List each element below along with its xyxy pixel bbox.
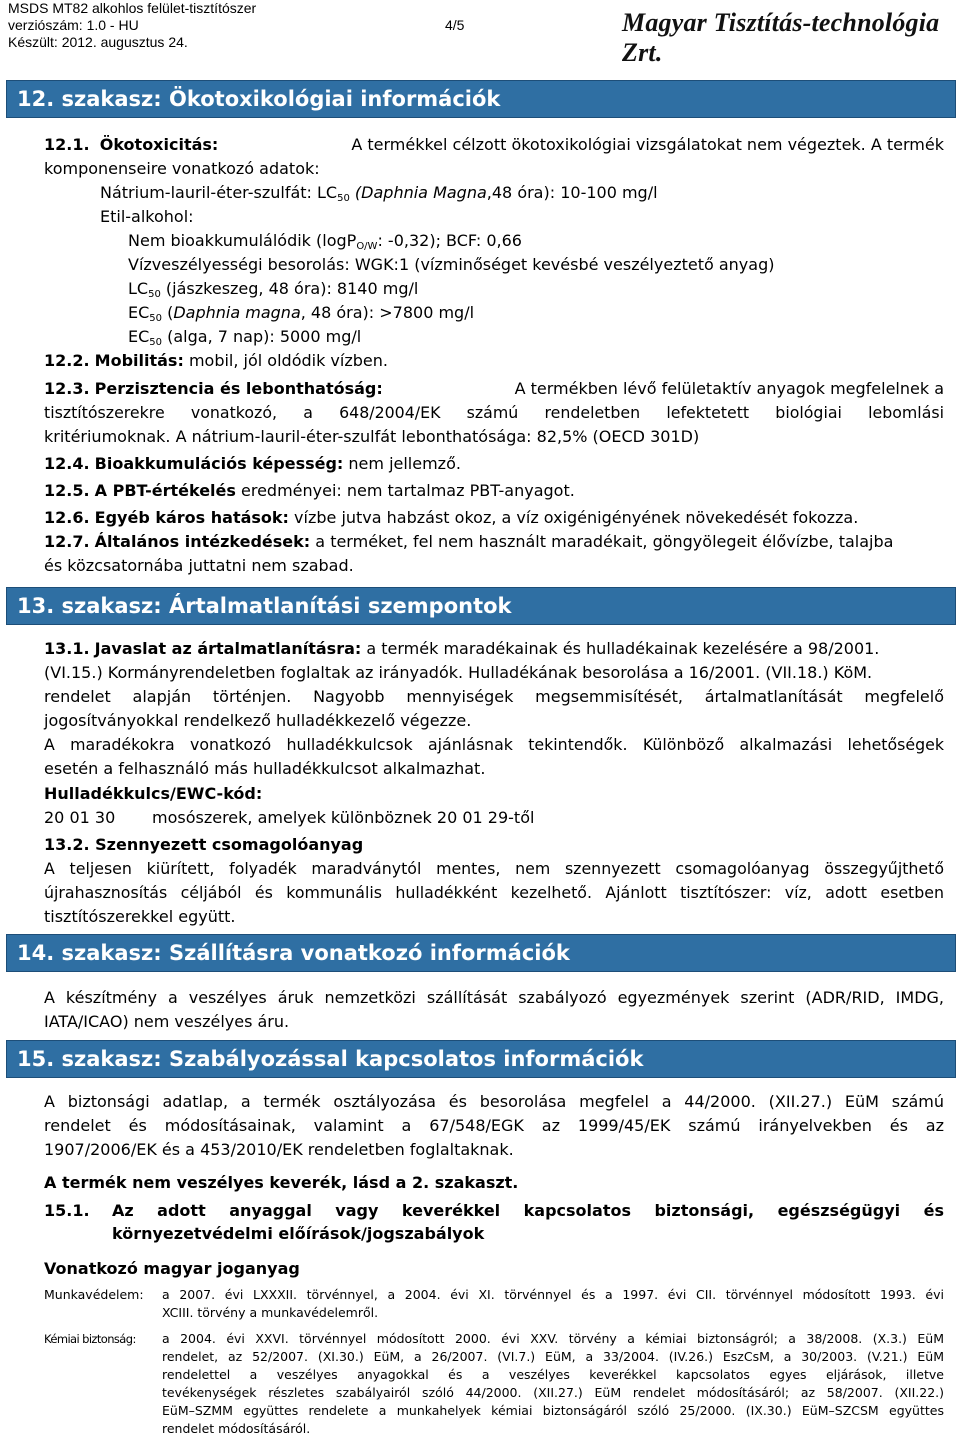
- section-13-header: [6, 587, 956, 625]
- kb-line5: EüM–SZMM együttes rendelete a munkahelyek kémiai biztonságáról szóló 25/2000. (IX.30.) EüM–SZCSM együttes: [162, 1403, 944, 1418]
- ewc-code: 20 01 30: [44, 808, 116, 827]
- section-12-title: 12. szakasz: Ökotoxikológiai információk: [17, 87, 501, 111]
- s121-line2: komponenseire vonatkozó adatok:: [44, 159, 320, 178]
- ec2-line: [128, 325, 361, 349]
- s131-label: Javaslat az ártalmatlanításra:: [94, 639, 362, 658]
- kb-line3: rendelettel a veszélyes anyagokkal és a veszélyes keverékkel kapcsolatos egyes eljárások, illetve: [162, 1367, 944, 1382]
- section-15-title: 15. szakasz: Szabályozással kapcsolatos információk: [17, 1047, 644, 1071]
- s131-line5: A maradékokra vonatkozó hulladékkulcsok ajánlásnak tekintendők. Különböző alkalmazási lehetőségek: [44, 735, 944, 754]
- s125-label: A PBT-értékelés: [94, 481, 236, 500]
- s131-line4: jogosítványokkal rendelkező hulladékkezelő végezze.: [44, 711, 472, 730]
- sls-line: [100, 181, 658, 205]
- header-version: verziószám: 1.0 - HU: [8, 17, 139, 33]
- kb-label: Kémiai biztonság:: [44, 1332, 136, 1346]
- s124-label: Bioakkumulációs képesség:: [94, 454, 344, 473]
- header-page-number: 4/5: [445, 17, 465, 33]
- s131-line6: esetén a felhasználó más hulladékkulcsot alkalmazhat.: [44, 759, 486, 778]
- lc-b: (jászkeszeg, 48 óra): 8140 mg/l: [165, 279, 419, 298]
- ec1-c: , 48 óra): >7800 mg/l: [300, 303, 475, 322]
- s124-text: nem jellemző.: [348, 454, 461, 473]
- ec1-b: (: [167, 303, 174, 322]
- s131-line2: (VI.15.) Kormányrendeletben foglaltak az irányadók. Hulladékának besorolása a 16/2001. (VII.18.) KöM.: [44, 663, 873, 682]
- mv-line1: a 2007. évi LXXXII. törvénnyel, a 2004. évi XI. törvénnyel és a 1997. évi CII. törvénnyel módosított 1993. évi: [162, 1287, 944, 1302]
- s151-num: 15.1.: [44, 1201, 90, 1220]
- ewc-label: Hulladékkulcs/EWC-kód:: [44, 784, 263, 803]
- ec1-i: Daphnia magna: [173, 303, 301, 322]
- ec2-sub: 50: [149, 337, 163, 348]
- s123-line2: tisztítószerekre vonatkozó, a 648/2004/EK számú rendeletben lefektetett biológiai lebomlási: [44, 403, 944, 422]
- s131-line3: rendelet alapján történjen. Nagyobb mennyiségek megsemmisítését, ártalmatlanítását megfelelő: [44, 687, 944, 706]
- s124-num: 12.4.: [44, 454, 90, 473]
- s132-line3: tisztítószerekkel együtt.: [44, 907, 236, 926]
- ec2-a: EC: [128, 327, 150, 346]
- s122-num: 12.2.: [44, 351, 90, 370]
- s131-l1: a termék maradékainak és hulladékainak kezelésére a 98/2001.: [366, 639, 880, 658]
- s127-label: Általános intézkedések:: [94, 532, 311, 551]
- s122-line: [44, 349, 388, 373]
- s132-line1: A teljesen kiürített, folyadék maradványtól mentes, nem szennyezett csomagolóanyag összegyűjthető: [44, 859, 944, 878]
- lc-line: [128, 277, 418, 301]
- s132-line2: újrahasznosítás céljából és kommunális hulladékként kezelhető. Ajánlott tisztítószer: víz, adott esetben: [44, 883, 944, 902]
- s132-num: 13.2.: [44, 835, 90, 854]
- s121-line1: [44, 133, 944, 157]
- s122-label: Mobilitás:: [94, 351, 184, 370]
- s125-text: eredményei: nem tartalmaz PBT-anyagot.: [241, 481, 575, 500]
- lc-a: LC: [128, 279, 149, 298]
- s125-line: [44, 479, 575, 503]
- s131-line1: [44, 637, 879, 661]
- s125-num: 12.5.: [44, 481, 90, 500]
- s127-l1: a terméket, fel nem használt maradékait, göngyölegeit élővízbe, talajba: [315, 532, 894, 551]
- s131-num: 13.1.: [44, 639, 90, 658]
- wgk-line: Vízveszélyességi besorolás: WGK:1 (vízminőséget kevésbé veszélyeztető anyag): [128, 255, 775, 274]
- bio-a: Nem bioakkumulálódik (logP: [128, 231, 357, 250]
- kb-line4: tevékenységek részletes szabályairól szóló 44/2000. (XII.27.) EüM rendelet módosításáról; az 58/2007. (XII.22.): [162, 1385, 944, 1400]
- s126-label: Egyéb káros hatások:: [94, 508, 289, 527]
- mv-line2: XCIII. törvény a munkavédelemről.: [162, 1305, 379, 1320]
- s123-line3: kritériumoknak. A nátrium-lauril-éter-szulfát lebonthatósága: 82,5% (OECD 301D): [44, 427, 700, 446]
- s15-line3: 1907/2006/EK és a 453/2010/EK rendeletben foglaltaknak.: [44, 1140, 514, 1159]
- bio-line: [128, 229, 522, 253]
- section-12-header: [6, 80, 956, 118]
- sls-c: ,48 óra): 10-100 mg/l: [486, 183, 658, 202]
- bio-b: : -0,32); BCF: 0,66: [377, 231, 522, 250]
- header-product: MSDS MT82 alkohlos felület-tisztítószer: [8, 0, 257, 16]
- kb-line2: rendelet, az 52/2007. (XI.30.) EüM, a 26/2007. (VI.7.) EüM, a 33/2004. (IV.26.) EszCsM, a 30/2003. (V.21.) EüM: [162, 1349, 944, 1364]
- s127-line2: és közcsatornába juttatni nem szabad.: [44, 556, 354, 575]
- section-15-header: [6, 1040, 956, 1078]
- s14-line1: A készítmény a veszélyes áruk nemzetközi szállítását szabályozó egyezmények szerint (ADR/RID, IMDG,: [44, 988, 944, 1007]
- s132-heading: [44, 833, 363, 857]
- s126-line: [44, 506, 858, 530]
- etil-line: Etil-alkohol:: [100, 207, 194, 226]
- s126-text: vízbe jutva habzást okoz, a víz oxigénigényének növekedését fokozza.: [294, 508, 859, 527]
- s124-line: [44, 452, 461, 476]
- s122-text: mobil, jól oldódik vízben.: [188, 351, 388, 370]
- s15-bold-note: A termék nem veszélyes keverék, lásd a 2. szakaszt.: [44, 1173, 519, 1192]
- ec2-b: (alga, 7 nap): 5000 mg/l: [167, 327, 362, 346]
- s132-label: Szennyezett csomagolóanyag: [95, 835, 364, 854]
- s127-line1: [44, 530, 893, 554]
- sls-b: (Daphnia Magna: [354, 183, 487, 202]
- s121-text1: A termékkel célzott ökotoxikológiai vizsgálatokat nem végeztek. A termék: [351, 135, 944, 154]
- company-logo: Magyar Tisztítás-technológia Zrt.: [622, 8, 940, 67]
- kb-line1: a 2004. évi XXVI. törvénnyel módosított 2000. évi XXV. törvény a kémiai biztonságról; a 38/2008. (X.3.) EüM: [162, 1331, 944, 1346]
- s15-line2: rendelet és módosításainak, valamint a 67/548/EGK az 1999/45/EK számú irányelvekben és az: [44, 1116, 944, 1135]
- s121-label: Ökotoxicitás:: [99, 135, 219, 154]
- vmj-heading: Vonatkozó magyar joganyag: [44, 1259, 300, 1278]
- ec1-line: [128, 301, 474, 325]
- sls-a: Nátrium-lauril-éter-szulfát: LC: [100, 183, 338, 202]
- section-14-title: 14. szakasz: Szállításra vonatkozó információk: [17, 941, 570, 965]
- s14-line2: IATA/ICAO) nem veszélyes áru.: [44, 1012, 290, 1031]
- s123-line1: [44, 377, 944, 401]
- section-14-header: [6, 934, 956, 972]
- lc-sub: 50: [148, 289, 161, 300]
- s123-label: Perzisztencia és lebonthatóság:: [94, 379, 383, 398]
- s15-line1: A biztonsági adatlap, a termék osztályozása és besorolása megfelel a 44/2000. (XII.27.) EüM számú: [44, 1092, 944, 1111]
- kb-line6: rendelet módosításáról.: [162, 1421, 311, 1436]
- ec1-sub: 50: [149, 313, 163, 324]
- ec1-a: EC: [128, 303, 150, 322]
- s127-num: 12.7.: [44, 532, 90, 551]
- mv-label: Munkavédelem:: [44, 1287, 144, 1302]
- s126-num: 12.6.: [44, 508, 90, 527]
- header-created: Készült: 2012. augusztus 24.: [8, 34, 188, 50]
- s151-line1: Az adott anyaggal vagy keverékkel kapcsolatos biztonsági, egészségügyi és: [112, 1201, 944, 1220]
- s123-l1: A termékben lévő felületaktív anyagok megfelelnek a: [514, 379, 944, 398]
- ewc-desc: mosószerek, amelyek különböznek 20 01 29-től: [152, 808, 535, 827]
- s123-num: 12.3.: [44, 379, 90, 398]
- s151-line2: környezetvédelmi előírások/jogszabályok: [112, 1224, 485, 1243]
- sls-sub: 50: [337, 193, 350, 204]
- bio-sub: O/W: [356, 241, 378, 252]
- s121-num: 12.1.: [44, 135, 90, 154]
- section-13-title: 13. szakasz: Ártalmatlanítási szempontok: [17, 594, 512, 618]
